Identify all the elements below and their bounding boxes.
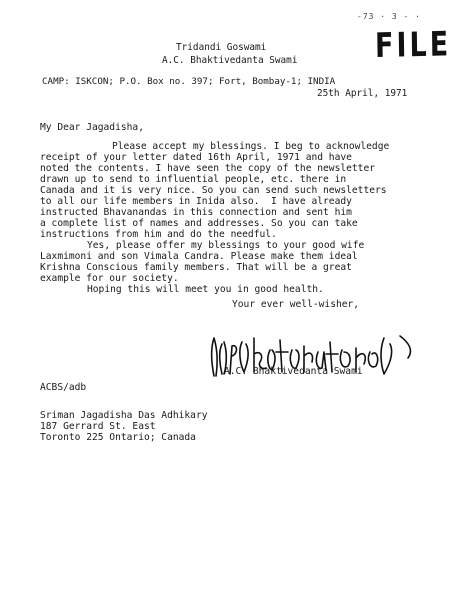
recipient-city: Toronto 225 Ontario; Canada — [40, 432, 196, 443]
body-line: Hoping this will meet you in good health. — [87, 284, 324, 295]
typist-initials: ACBS/adb — [40, 382, 87, 393]
body-line: noted the contents. I have seen the copy of the newsletter — [40, 163, 376, 174]
body-line: Yes, please offer my blessings to your good wife — [87, 240, 365, 251]
body-line: Krishna Conscious family members. That will be a great — [40, 262, 352, 273]
signature-name: A.C. Bhaktivedanta Swami — [224, 366, 363, 377]
sender-name: A.C. Bhaktivedanta Swami — [162, 55, 298, 66]
corner-marks: -73 · 3 - · — [357, 12, 421, 21]
body-line: receipt of your letter dated 16th April, 1971 and have — [40, 152, 352, 163]
body-line: Canada and it is very nice. So you can send such newsletters — [40, 185, 387, 196]
body-line: drawn up to send to influential people, etc. there in — [40, 174, 347, 185]
recipient-street: 187 Gerrard St. East — [40, 421, 156, 432]
file-stamp: FILE — [374, 25, 452, 66]
body-line: example for our society. — [40, 273, 179, 284]
camp-address: CAMP: ISKCON; P.O. Box no. 397; Fort, Bombay-1; INDIA — [42, 76, 336, 87]
letter-date: 25th April, 1971 — [317, 88, 408, 99]
sender-title: Tridandi Goswami — [176, 42, 267, 53]
body-line: to all our life members in Inida also. I have already — [40, 196, 352, 207]
body-line: a complete list of names and addresses. So you can take — [40, 218, 358, 229]
closing: Your ever well-wisher, — [232, 299, 360, 310]
body-line: Please accept my blessings. I beg to acknowledge — [112, 141, 390, 152]
salutation: My Dear Jagadisha, — [40, 122, 144, 133]
recipient-name: Sriman Jagadisha Das Adhikary — [40, 410, 208, 421]
body-line: instructed Bhavanandas in this connection and sent him — [40, 207, 352, 218]
body-line: Laxmimoni and son Vimala Candra. Please make them ideal — [40, 251, 358, 262]
body-line: instructions from him and do the needful. — [40, 229, 277, 240]
